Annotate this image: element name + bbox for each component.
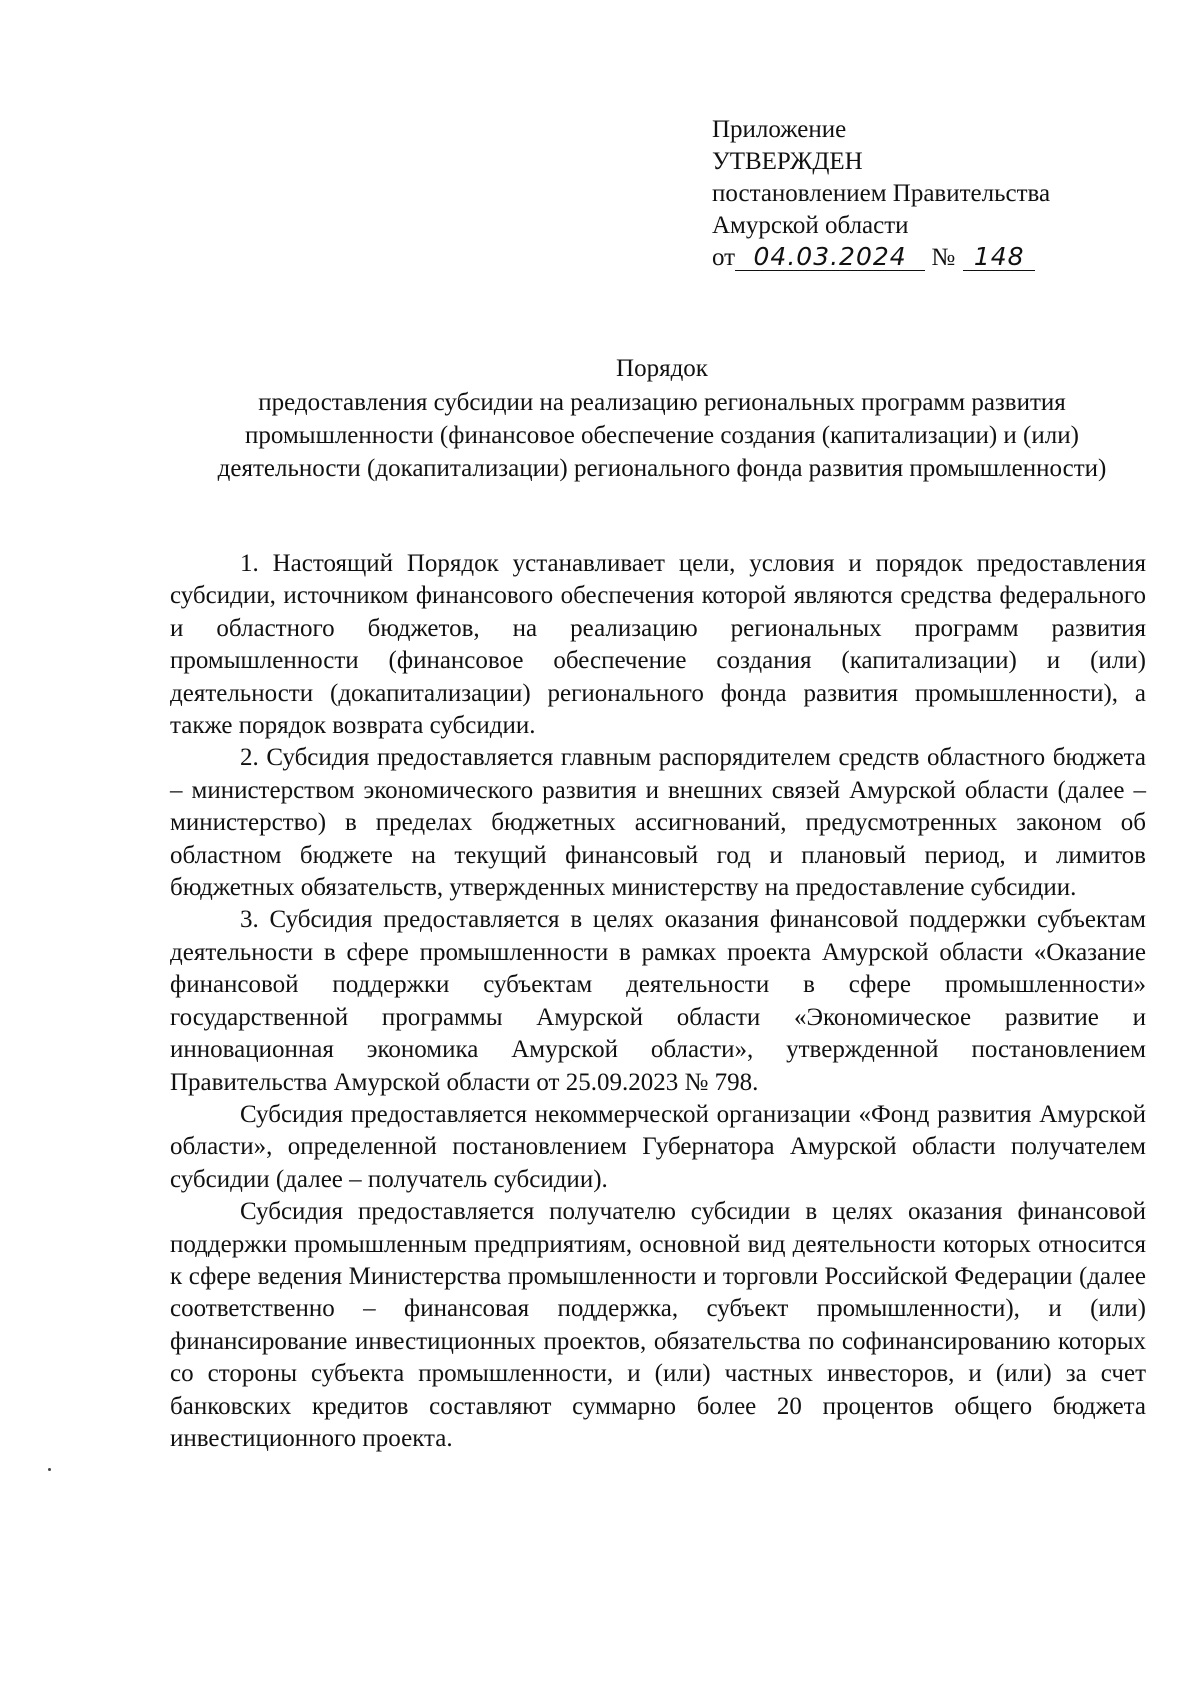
title-main: Порядок — [616, 355, 708, 382]
paragraph-1: 1. Настоящий Порядок устанавливает цели, условия и порядок предоставления субсидии, источником финансового обеспечения которой являются средства федерального и областного бюджетов, на реализацию региональных программ развития промышленности (финансовое обеспечение создания (капитализации) и (или) деятельности (докапитализации) регионального фонда развития промышленности), а также порядок возврата субсидии. — [170, 550, 1146, 740]
date-number-line — [712, 242, 1152, 274]
appendix-label: Приложение — [712, 116, 847, 143]
number-prefix: № — [931, 244, 956, 271]
scan-speck — [48, 1468, 51, 1471]
date-prefix: от — [712, 244, 736, 271]
handwritten-number: 148 — [963, 244, 1035, 271]
document-title — [170, 352, 1154, 485]
approved-label: УТВЕРЖДЕН — [712, 148, 863, 175]
paragraph-3: 3. Субсидия предоставляется в целях оказания финансовой поддержки субъектам деятельности в сфере промышленности в рамках проекта Амурской области «Оказание финансовой поддержки субъектам деятельности в сфере промышленности» государственной программы Амурской области «Экономическое развитие и инновационная экономика Амурской области», утвержденной постановлением Правительства Амурской области от 25.09.2023 № 798. — [170, 906, 1146, 1096]
region-line: Амурской области — [712, 212, 909, 239]
approved-by-line: постановлением Правительства — [712, 180, 1051, 207]
approval-block — [712, 114, 1152, 274]
paragraph-2: 2. Субсидия предоставляется главным распорядителем средств областного бюджета – министерством экономического развития и внешних связей Амурской области (далее – министерство) в пределах бюджетных ассигнований, предусмотренных законом об областном бюджете на текущий финансовый год и плановый период, и лимитов бюджетных обязательств, утвержденных министерству на предоставление субсидии. — [170, 744, 1146, 902]
title-subtitle: предоставления субсидии на реализацию региональных программ развития промышленности (финансовое обеспечение создания (капитализации) и (или) деятельности (докапитализации) регионального фонда развития промышленности) — [217, 389, 1107, 482]
paragraph-4: Субсидия предоставляется некоммерческой организации «Фонд развития Амурской области», определенной постановлением Губернатора Амурской области получателем субсидии (далее – получатель субсидии). — [170, 1100, 1146, 1193]
handwritten-date: 04.03.2024 — [735, 244, 925, 271]
paragraph-5: Субсидия предоставляется получателю субсидии в целях оказания финансовой поддержки промышленным предприятиям, основной вид деятельности которых относится к сфере ведения Министерства промышленности и торговли Российской Федерации (далее соответственно – финансовая поддержка, субъект промышленности), и (или) финансирование инвестиционных проектов, обязательства по софинансированию которых со стороны субъекта промышленности, и (или) частных инвесторов, и (или) за счет банковских кредитов составляют суммарно более 20 процентов общего бюджета инвестиционного проекта. — [170, 1198, 1146, 1452]
document-body — [170, 548, 1146, 1455]
